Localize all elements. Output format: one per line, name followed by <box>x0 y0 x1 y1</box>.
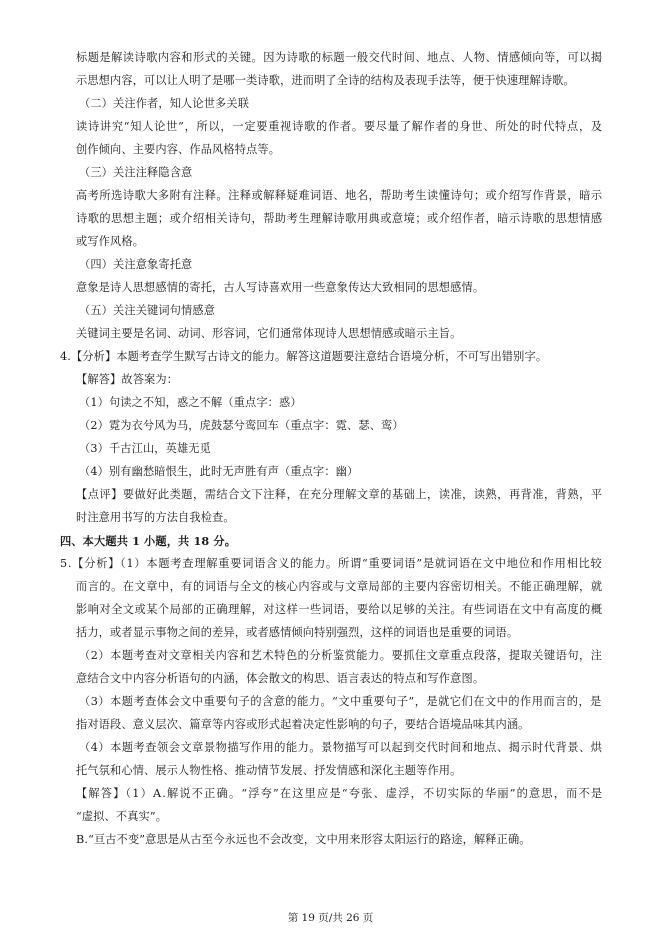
text-line-5: 创作倾向、主要内容、作品风格特点等。 <box>76 143 281 156</box>
analysis-item-4: （4）本题考查领会文章景物描写作用的能力。景物描写可以起到交代时间和地点、揭示时代背景、烘 <box>79 741 603 754</box>
section-heading-2: （二）关注作者，知人论世多关联 <box>79 97 250 110</box>
text-line-28: 意结合文中内容分析语句的内涵，体会散文的构思、语言表达的特点和写作意图。 <box>76 672 485 685</box>
page-number-footer: 第 19 页/共 26 页 <box>287 912 374 924</box>
analysis-item-2: （2）本题考查对文章相关内容和艺术特色的分析鉴赏能力。要抓住文章重点段落，提取关键语句，注 <box>79 649 603 662</box>
question-4-analysis: 4.【分析】本题考查学生默写古诗文的能力。解答这道题要注意结合语境分析，不可写出错别字。 <box>60 350 548 363</box>
answer-item-3: （3）千古江山，英雄无觅 <box>79 442 211 455</box>
text-line-30: 指对语段、意义层次、篇章等内容或形式起着决定性影响的句子，要结合语境品味其内涵。 <box>76 718 530 731</box>
text-line-7: 高考所选诗歌大多附有注释。注释或解释疑难词语、地名，帮助考生读懂诗句；或介绍写作背景，暗示 <box>76 189 603 202</box>
text-line-24: 而言的。在文章中，有的词语与全文的核心内容或与文章局部的主要内容密切相关。不能正确理解，就 <box>76 580 603 593</box>
text-line-32: 托气氛和心情、展示人物性格、推动情节发展、抒发情感和深化主题等作用。 <box>76 764 462 777</box>
answer-item-2: （2）霓为衣兮风为马，虎鼓瑟兮鸾回车（重点字：霓、瑟、鸾） <box>79 419 404 432</box>
part-4-heading: 四、本大题共 1 小题，共 18 分。 <box>60 534 237 548</box>
question-4-answer-label: 【解答】故答案为： <box>76 373 179 386</box>
question-5-analysis: 5.【分析】（1）本题考查理解重要词语含义的能力。所谓“重要词语”是就词语在文中地位和作用相比较 <box>60 557 603 570</box>
text-line-1: 标题是解读诗歌内容和形式的关键。因为诗歌的标题一般交代时间、地点、人物、情感倾向等，可以揭 <box>76 51 603 64</box>
answer-item-4: （4）别有幽愁暗恨生，此时无声胜有声（重点字：幽） <box>79 465 359 478</box>
text-line-9: 或写作风格。 <box>76 235 145 248</box>
text-line-11: 意象是诗人思想感情的寄托，古人写诗喜欢用一些意象传达大致相同的思想感情。 <box>76 281 485 294</box>
answer-item-1: （1）句读之不知，惑之不解（重点字：惑） <box>79 396 302 409</box>
text-line-2: 示思想内容，可以让人明了是哪一类诗歌，进而明了全诗的结构及表现手法等，便于快速理解诗歌。 <box>76 74 575 87</box>
text-line-25: 影响对全文或某个局部的正确理解，对这样一些词语，要给以足够的关注。有些词语在文中有高度的概 <box>76 603 603 616</box>
text-line-4: 读诗讲究“知人论世”，所以，一定要重视诗歌的作者。要尽量了解作者的身世、所处的时代特点，及 <box>76 120 603 133</box>
section-heading-5: （五）关注关键词句情感意 <box>79 304 216 317</box>
section-heading-3: （三）关注注释隐含意 <box>79 166 193 179</box>
question-4-comment-cont: 时注意用书写的方法自我检查。 <box>76 511 235 524</box>
question-4-comment: 【点评】要做好此类题，需结合文下注释，在充分理解文章的基础上，读准，读熟，再背准，背熟，平 <box>76 488 603 501</box>
answer-b: B.“亘古不变”意思是从古至今永远也不会改变，文中用来形容太阳运行的路途，解释正确。 <box>76 833 531 846</box>
question-5-answer: 【解答】（1）A.解说不正确。“浮夸”在这里应是“夸张、虚浮，不切实际的华丽”的意思，而不是 <box>76 787 604 800</box>
text-line-8: 诗歌的思想主题；或介绍相关诗句，帮助考生理解诗歌用典或意境；或介绍作者，暗示诗歌的思想情感 <box>76 212 603 225</box>
text-line-26: 括力，或者显示事物之间的差异，或者感情倾向特别强烈，这样的词语也是重要的词语。 <box>76 626 519 639</box>
text-line-34: “虚拟、不真实”。 <box>76 810 168 823</box>
section-heading-4: （四）关注意象寄托意 <box>79 258 193 271</box>
text-line-13: 关键词主要是名词、动词、形容词，它们通常体现诗人思想情感或暗示主旨。 <box>76 327 462 340</box>
analysis-item-3: （3）本题考查体会文中重要句子的含意的能力。“文中重要句子”，是就它们在文中的作用而言的，是 <box>79 695 602 708</box>
